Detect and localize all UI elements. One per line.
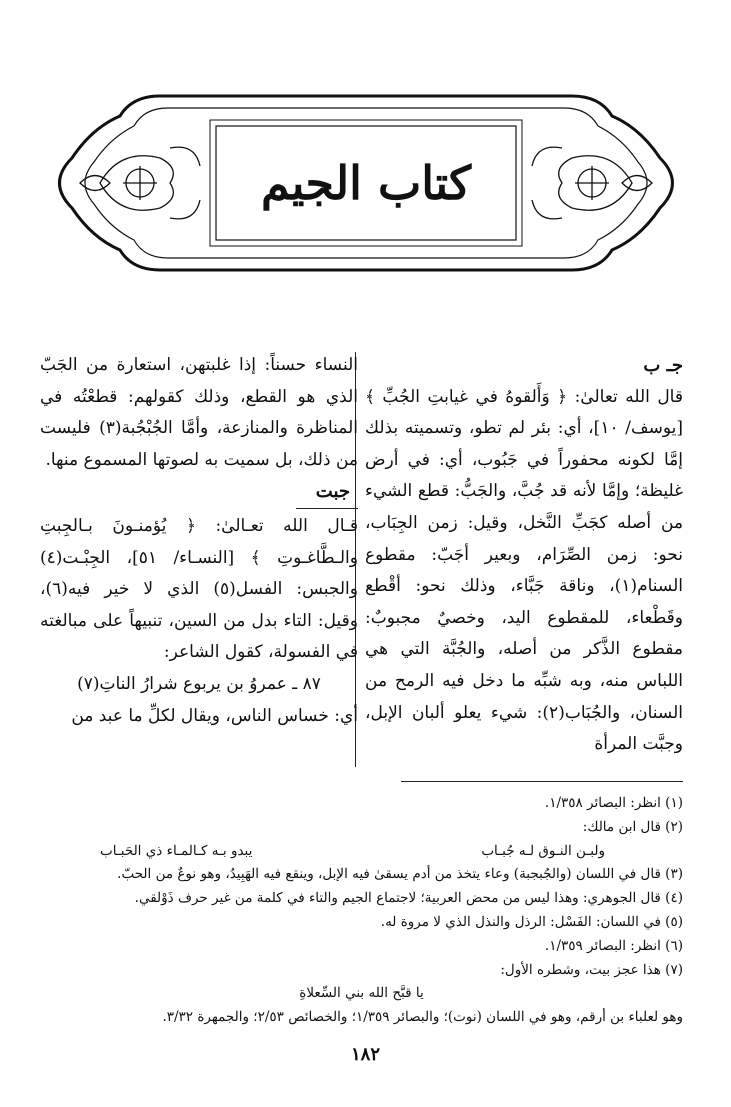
footnote-1: (١) انظر: البصائر ١/٣٥٨. — [544, 795, 683, 811]
title-banner — [40, 88, 692, 278]
left-column — [40, 350, 358, 732]
right-column — [365, 350, 683, 761]
page-number: ١٨٢ — [350, 1044, 380, 1065]
footnotes — [40, 792, 683, 1030]
footnote-7-note: وهو لعلباء بن أرقم، وهو في اللسان (نوت)؛ والبصائر ١/٣٥٩؛ والخصائص ٢/٥٣؛ والجمهرة ٣/٣٢. — [162, 1009, 683, 1026]
footnote-separator — [401, 781, 683, 782]
footnote-2: (٢) قال ابن مالك: — [582, 818, 683, 835]
poetry-verse: ٨٧ ـ عمروُ بن يربوع شرارُ الناتِ(٧) — [77, 673, 321, 694]
footnote-5: (٥) في اللسان: الفَسْل: الرذل والنذل الذي لا مروة له. — [380, 913, 683, 930]
heading-underline — [296, 508, 358, 509]
footnote-2-verse-second: يبدو بـه كـالمـاء ذي الحَبـاب — [100, 842, 253, 859]
entry-body-jb-continued: النساء حسناً: إذا غلبتهن، استعارة من الجَبّ الذي هو القطع، وذلك كقولهم: قطعْتُه في المناظرة والمنازعة، وأمَّا الجُبْجُبة(٣) فليست من ذلك، بل سميت به لصوتها المسموع منها. — [40, 355, 358, 470]
footnote-2-verse-first: ولبـن النـوق لـه جُبـاب — [481, 842, 605, 859]
entry-heading-jbt: جبت — [315, 481, 350, 503]
footnote-7-verse: يا قبَّح الله بني السِّعلاةِ — [299, 985, 424, 1002]
footnote-7: (٧) هذا عجز بيت، وشطره الأول: — [500, 961, 683, 978]
footnote-4: (٤) قال الجوهري: وهذا ليس من محض العربية؛ لاجتماع الجيم والتاء في كلمة من غير حرف ذَوْلقي. — [134, 890, 683, 907]
footnote-2-verse — [40, 840, 683, 864]
footnote-6: (٦) انظر: البصائر ١/٣٥٩. — [544, 937, 683, 954]
entry-body-jb: قال الله تعالىٰ: ﴿ وَأَلقوهُ في غيابتِ الجُبِّ ﴾ [يوسف/ ١٠]، أي: بئر لم تطو، وتسميته بذلك إمَّا لكونه محفوراً في جَبُوب، أي: في أرض غليظة؛ وإمَّا لأنه قد جُبَّ، والجَبُّ: قطع الشيء من أصله كجَبِّ النَّخل، وقيل: زمن الجِبَاب، نحو: زمن الصِّرَام، وبعير أجَبّ: مقطوع السنام(١)، وناقة جَبَّاء، وذلك نحو: أقْطع وقَطْعاء، للمقطوع اليد، وخصيٌ مجبوبٌ: مقطوع الذَّكر من أصله، والجُبَّة التي هي اللباس منه، وبه شبِّه ما دخل فيه الرمح من السنان، والجُبَاب(٢): شيء يعلو ألبان الإبل، وجبَّت المرأة — [365, 386, 684, 755]
entry-body-jbt: قـال الله تعـالىٰ: ﴿ يُؤمنـونَ بـالجِبتِ والـطَّاغـوتِ ﴾ [النسـاء/ ٥١]، الجِبْـت(٤) والجبس: الفسل(٥) الذي لا خير فيه(٦)، وقيل: التاء بدل من السين، تنبيهاً على مبالغته في الفسولة، كقول الشاعر: — [40, 515, 358, 663]
footnote-3: (٣) قال في اللسان (والجُبجبة) وعاء يتخذ من أدم يسقىٰ فيه الإبل، وينقع فيه الهَبِيدُ، وهو نوعٌ من الحبّ. — [117, 866, 683, 883]
entry-body-jbt-continued: أي: خساس الناس، ويقال لكلِّ ما عبد من — [71, 705, 358, 726]
book-title: كتاب الجيم — [260, 156, 472, 210]
entry-heading-jb: جـ ب — [643, 355, 683, 376]
